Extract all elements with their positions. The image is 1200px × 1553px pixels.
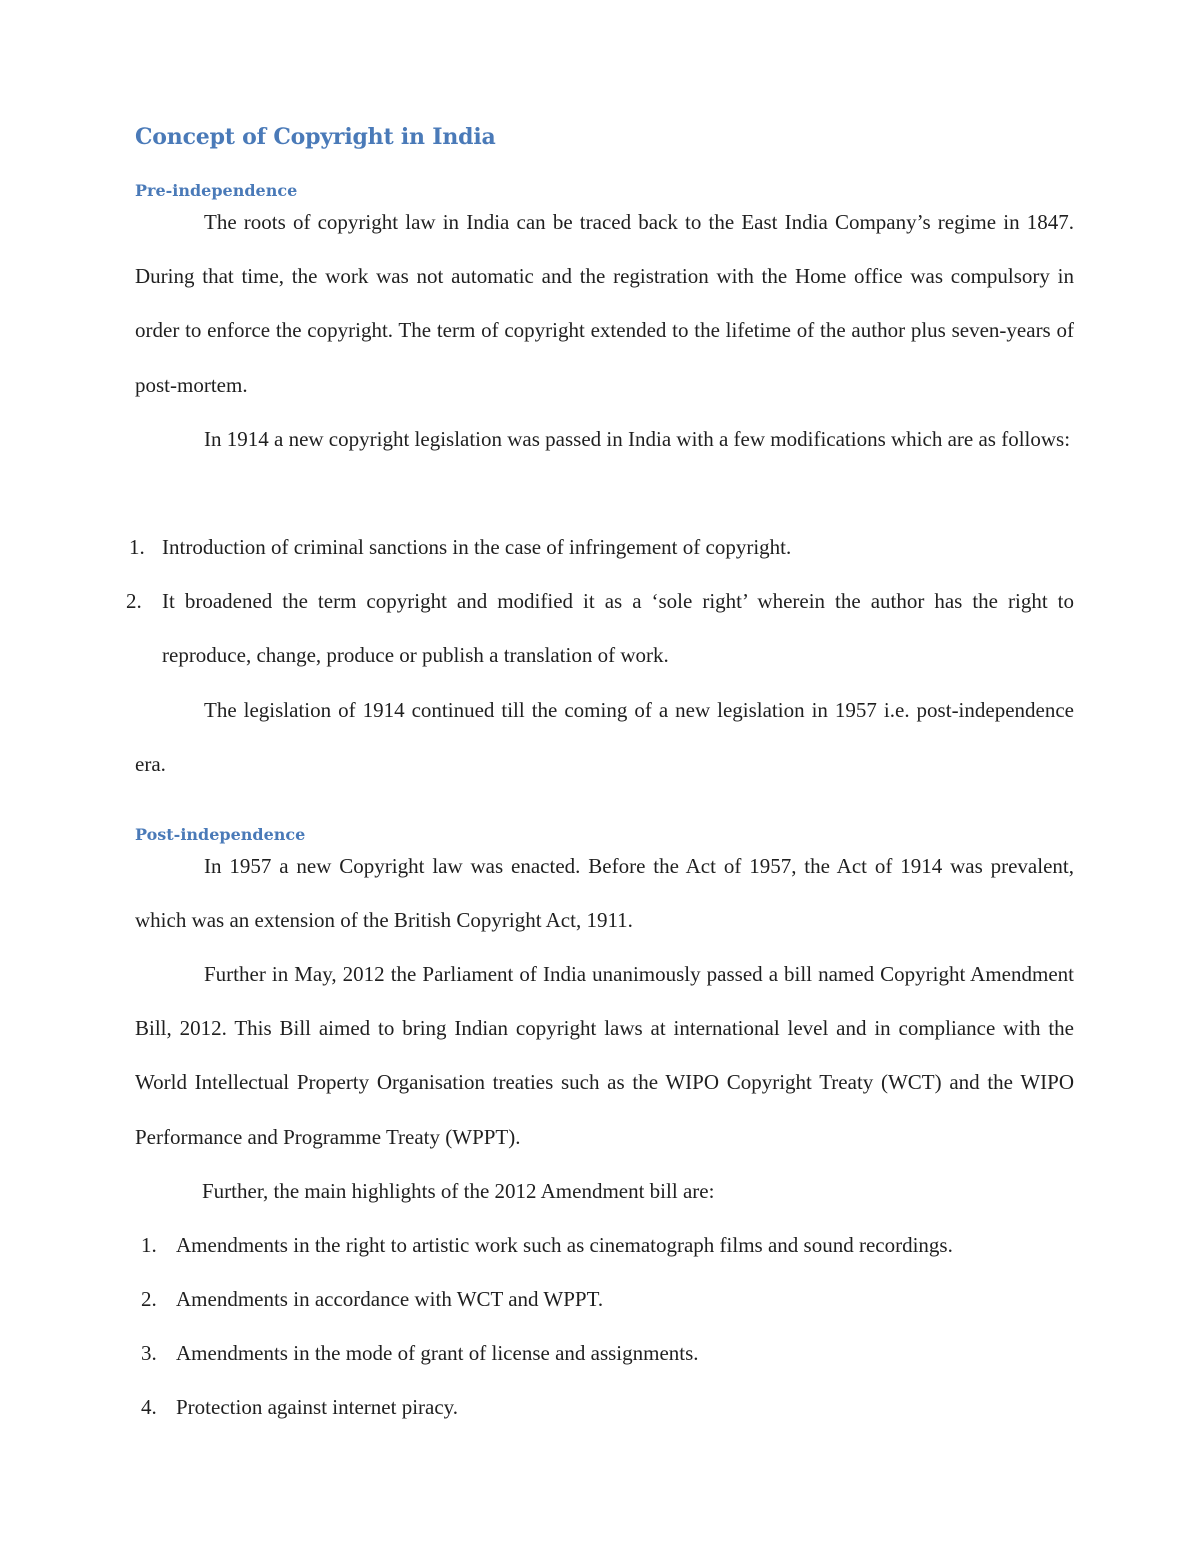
list-item: Amendments in accordance with WCT and WPPT.: [176, 1287, 604, 1311]
list-item: Introduction of criminal sanctions in the case of infringement of copyright.: [162, 535, 792, 559]
list-item: Amendments in the right to artistic work such as cinematograph films and sound recordings.: [176, 1233, 953, 1257]
list-number: 2.: [141, 1287, 157, 1311]
post-independence-paragraph-2: Further in May, 2012 the Parliament of India unanimously passed a bill named Copyright Amendment Bill, 2012. This Bill aimed to bring Indian copyright laws at international level and in compliance with the World Intellectual Property Organisation treaties such as the WIPO Copyright Treaty (WCT) and the WIPO Performance and Programme Treaty (WPPT).: [135, 962, 1074, 1149]
list-item: It broadened the term copyright and modified it as a ‘sole right’ wherein the author has the right to reproduce, change, produce or publish a translation of work.: [162, 589, 1074, 668]
pre-independence-paragraph-2: In 1914 a new copyright legislation was passed in India with a few modifications which are as follows:: [204, 427, 1071, 451]
list-number: 3.: [141, 1341, 157, 1365]
pre-independence-paragraph-1: The roots of copyright law in India can be traced back to the East India Company’s regime in 1847. During that time, the work was not automatic and the registration with the Home office was compulsory in order to enforce the copyright. The term of copyright extended to the lifetime of the author plus seven-years of post-mortem.: [135, 210, 1074, 397]
post-independence-paragraph-3: Further, the main highlights of the 2012 Amendment bill are:: [202, 1179, 715, 1203]
list-item: Protection against internet piracy.: [176, 1395, 459, 1419]
list-item: Amendments in the mode of grant of license and assignments.: [176, 1341, 699, 1365]
document-title: Concept of Copyright in India: [135, 124, 496, 150]
section-heading-post-independence: Post-independence: [135, 825, 306, 844]
list-number: 1.: [141, 1233, 157, 1257]
list-number: 4.: [141, 1395, 157, 1419]
pre-independence-paragraph-3: The legislation of 1914 continued till the coming of a new legislation in 1957 i.e. post-independence era.: [135, 698, 1074, 777]
list-number: 2.: [126, 589, 142, 613]
section-heading-pre-independence: Pre-independence: [135, 181, 298, 200]
post-independence-paragraph-1: In 1957 a new Copyright law was enacted. Before the Act of 1957, the Act of 1914 was prevalent, which was an extension of the British Copyright Act, 1911.: [135, 854, 1074, 933]
list-number: 1.: [129, 535, 145, 559]
